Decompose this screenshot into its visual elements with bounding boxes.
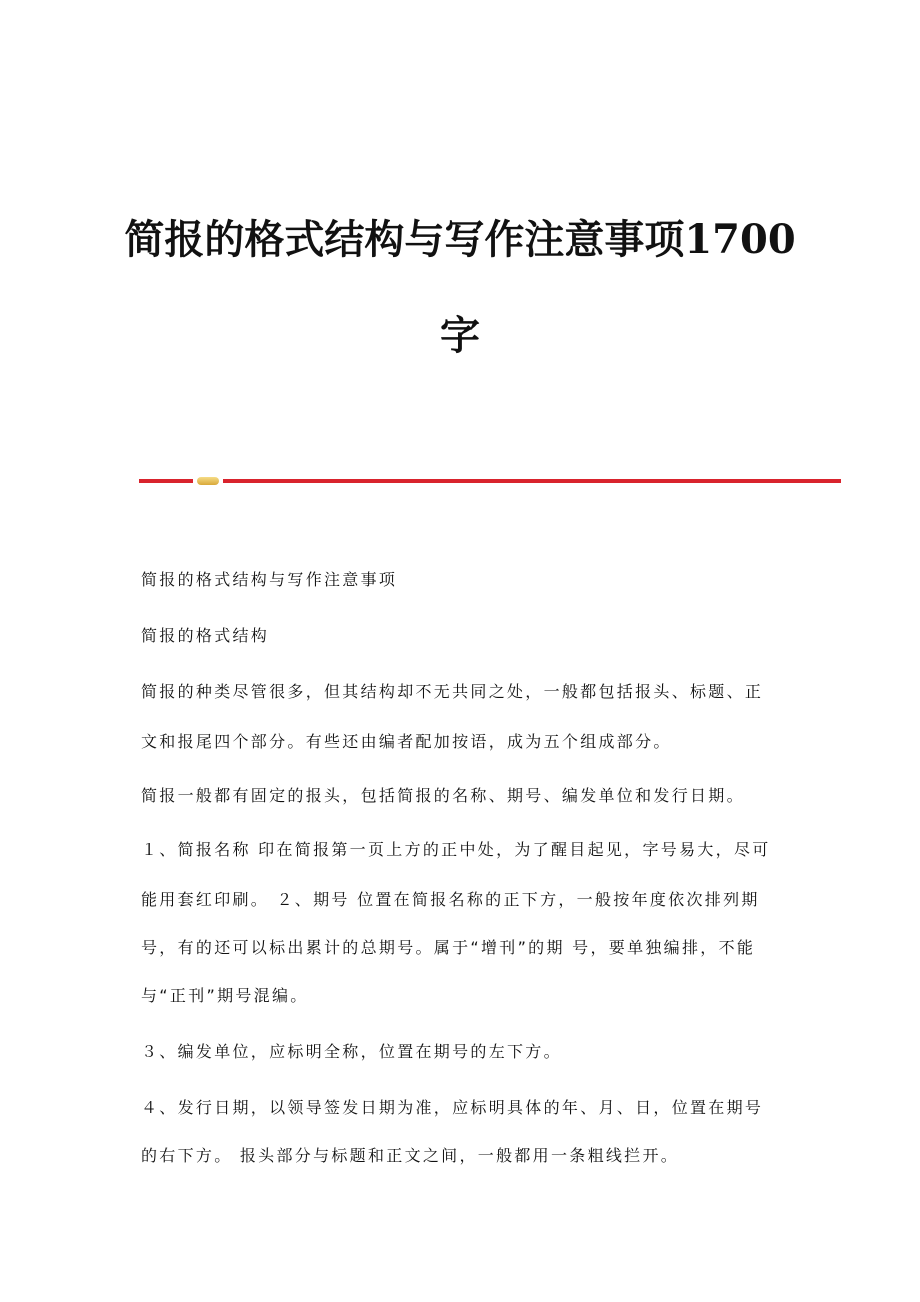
paragraph-line: 简报的种类尽管很多，但其结构却不无共同之处，一般都包括报头、标题、正	[141, 682, 764, 701]
paragraph-line: ３、编发单位，应标明全称，位置在期号的左下方。	[141, 1042, 562, 1061]
subsection-heading: 简报的格式结构	[141, 626, 270, 645]
document-title-line-2: 字	[440, 312, 480, 359]
paragraph-line: 号，有的还可以标出累计的总期号。属于“增刊”的期 号，要单独编排，不能	[141, 938, 756, 957]
paragraph-line: ４、发行日期，以领导签发日期为准，应标明具体的年、月、日，位置在期号	[141, 1098, 764, 1117]
divider-ornament-icon	[197, 477, 219, 485]
paragraph-line: 能用套红印刷。 ２、期号 位置在简报名称的正下方，一般按年度依次排列期	[141, 890, 760, 909]
paragraph-line: 的右下方。 报头部分与标题和正文之间，一般都用一条粗线拦开。	[141, 1146, 680, 1165]
paragraph-line: １、简报名称 印在简报第一页上方的正中处，为了醒目起见，字号易大，尽可	[141, 840, 771, 859]
document-title-line-1: 简报的格式结构与写作注意事项1700	[124, 216, 796, 263]
paragraph-line: 简报一般都有固定的报头，包括简报的名称、期号、编发单位和发行日期。	[141, 786, 745, 805]
section-heading: 简报的格式结构与写作注意事项	[141, 570, 398, 589]
divider-line-right	[223, 479, 841, 483]
paragraph-line: 与“正刊”期号混编。	[141, 986, 309, 1005]
divider-line-left	[139, 479, 193, 483]
paragraph-line: 文和报尾四个部分。有些还由编者配加按语，成为五个组成部分。	[141, 732, 672, 751]
title-divider	[139, 476, 841, 486]
